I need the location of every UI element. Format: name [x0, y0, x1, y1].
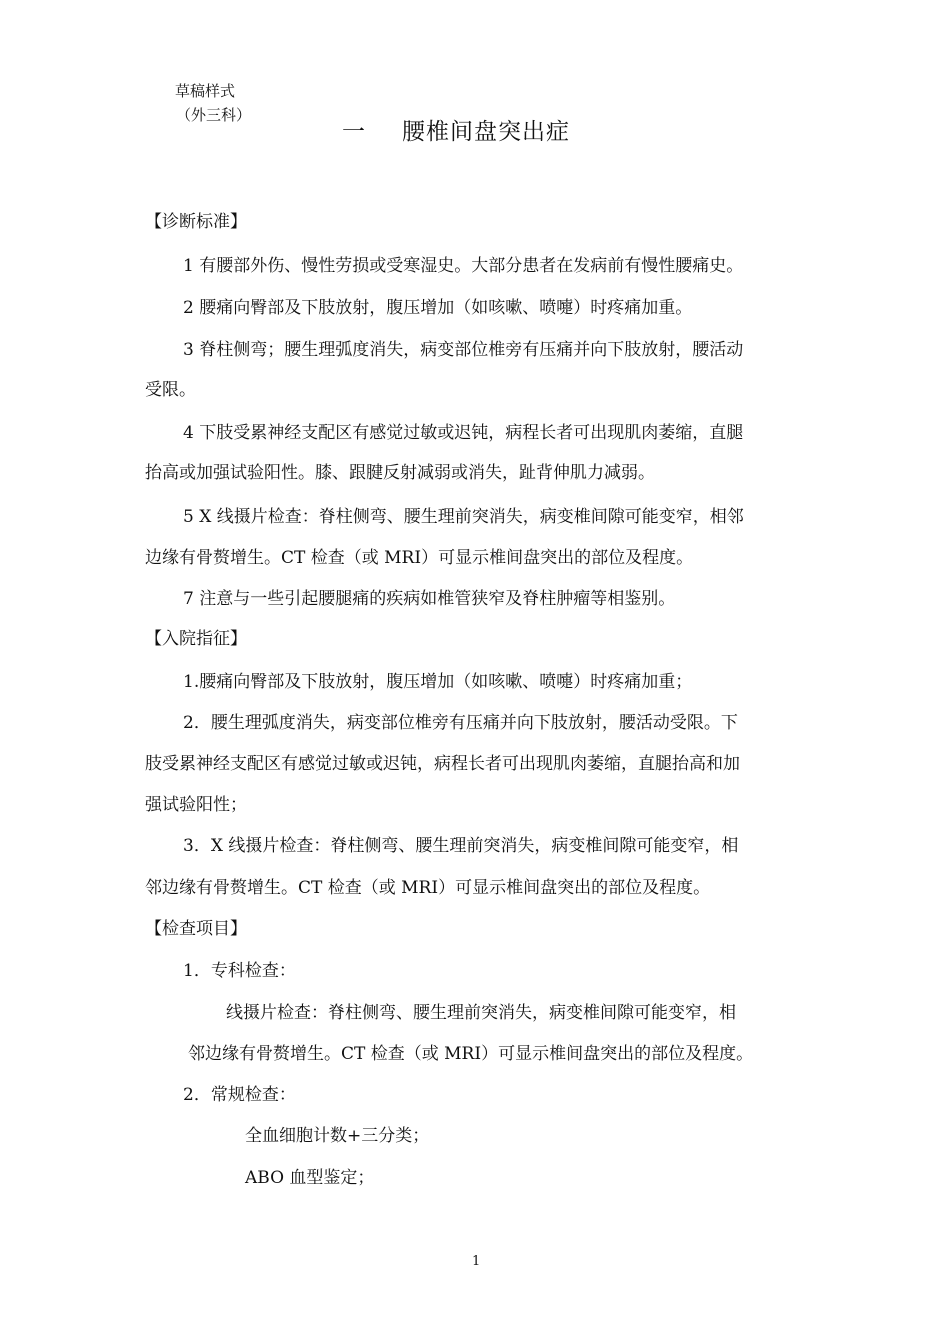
admission-item-3-line1: 3．X 线摄片检查：脊柱侧弯、腰生理前突消失，病变椎间隙可能变窄，相 [183, 836, 739, 856]
diagnosis-item-4-line2: 抬高或加强试验阳性。膝、跟腱反射减弱或消失，趾背伸肌力减弱。 [145, 463, 655, 483]
admission-item-2-line1: 2．腰生理弧度消失，病变部位椎旁有压痛并向下肢放射，腰活动受限。下 [183, 713, 738, 733]
specialty-exam-line2: 邻边缘有骨赘增生。CT 检查（或 MRI）可显示椎间盘突出的部位及程度。 [188, 1044, 754, 1064]
admission-item-3-line2: 邻边缘有骨赘增生。CT 检查（或 MRI）可显示椎间盘突出的部位及程度。 [145, 878, 711, 898]
department-label: （外三科） [176, 106, 252, 124]
routine-exam-label: 2．常规检查： [183, 1085, 296, 1105]
diagnosis-item-3-line2: 受限。 [145, 380, 196, 400]
admission-item-1: 1.腰痛向臀部及下肢放射，腹压增加（如咳嗽、喷嚏）时疼痛加重； [183, 672, 693, 692]
admission-heading: 【入院指征】 [145, 629, 247, 649]
specialty-exam-label: 1．专科检查： [183, 961, 296, 981]
page-number: 1 [472, 1254, 481, 1269]
specialty-exam-line1: 线摄片检查：脊柱侧弯、腰生理前突消失，病变椎间隙可能变窄，相 [226, 1003, 736, 1023]
diagnosis-item-5-line2: 边缘有骨赘增生。CT 检查（或 MRI）可显示椎间盘突出的部位及程度。 [145, 548, 694, 568]
routine-exam-item-2: ABO 血型鉴定； [245, 1168, 375, 1188]
diagnosis-item-7: 7 注意与一些引起腰腿痛的疾病如椎管狭窄及脊柱肿瘤等相鉴别。 [183, 589, 676, 609]
draft-label: 草稿样式 [175, 82, 236, 100]
diagnosis-heading: 【诊断标准】 [145, 212, 247, 232]
exams-heading: 【检查项目】 [145, 919, 247, 939]
diagnosis-item-2: 2 腰痛向臀部及下肢放射，腹压增加（如咳嗽、喷嚏）时疼痛加重。 [183, 298, 693, 318]
admission-item-2-line2: 肢受累神经支配区有感觉过敏或迟钝，病程长者可出现肌肉萎缩，直腿抬高和加 [145, 754, 740, 774]
diagnosis-item-5-line1: 5 X 线摄片检查：脊柱侧弯、腰生理前突消失，病变椎间隙可能变窄，相邻 [183, 507, 744, 527]
diagnosis-item-4-line1: 4 下肢受累神经支配区有感觉过敏或迟钝，病程长者可出现肌肉萎缩，直腿 [183, 423, 744, 443]
admission-item-2-line3: 强试验阳性； [145, 795, 247, 815]
routine-exam-item-1: 全血细胞计数+三分类； [245, 1126, 430, 1146]
title-number: 一 [342, 119, 366, 145]
diagnosis-item-1: 1 有腰部外伤、慢性劳损或受寒湿史。大部分患者在发病前有慢性腰痛史。 [183, 256, 744, 276]
diagnosis-item-3-line1: 3 脊柱侧弯；腰生理弧度消失，病变部位椎旁有压痛并向下肢放射，腰活动 [183, 340, 744, 360]
page-title: 腰椎间盘突出症 [402, 119, 570, 145]
